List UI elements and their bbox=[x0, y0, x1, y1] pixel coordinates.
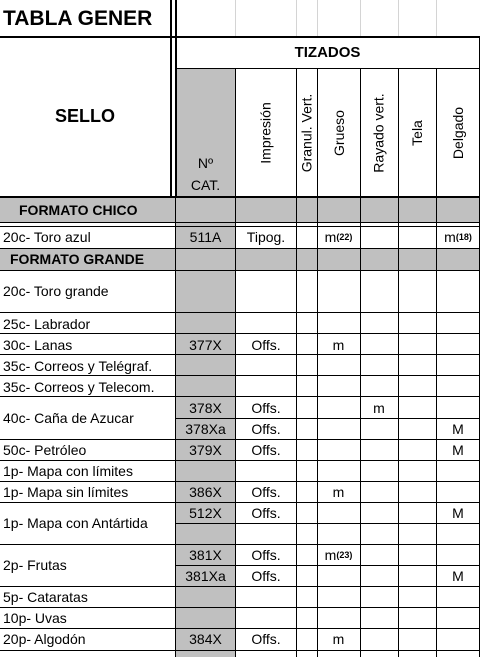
table-row-sello: 1p- Mapa con límites bbox=[3, 462, 133, 479]
table-cell-cat: 512X bbox=[189, 505, 222, 521]
table-cell-impresion: Tipog. bbox=[246, 229, 286, 245]
table-cell-cat: 381Xa bbox=[185, 567, 226, 584]
table-cell-cat: 511A bbox=[189, 229, 222, 245]
cat-header-line2: CAT. bbox=[190, 177, 221, 193]
table-row-sello: 20p- Algodón bbox=[3, 631, 86, 647]
cat-header-line1: Nº bbox=[197, 155, 214, 171]
col-header-delgado: Delgado bbox=[450, 106, 466, 160]
table-row-sello: 1p- Mapa con Antártida bbox=[3, 515, 148, 531]
table-row-sello: 40c- Caña de Azucar bbox=[3, 410, 134, 426]
cat-header bbox=[176, 69, 235, 197]
section-formato-chico: FORMATO CHICO bbox=[0, 198, 175, 222]
table-cell-cat: 384X bbox=[189, 631, 222, 647]
table-row-sello: 20c- Toro grande bbox=[3, 283, 109, 299]
table-cell-rayado: m bbox=[373, 400, 385, 416]
col-header-granul-vert: Granul. Vert. bbox=[298, 93, 315, 173]
table-cell-cat: 381X bbox=[189, 547, 222, 563]
table-row-sello: 50c- Petróleo bbox=[3, 441, 87, 458]
col-header-rayado-vert: Rayado vert. bbox=[371, 93, 387, 173]
table-row-sello: 25c- Labrador bbox=[3, 315, 91, 332]
header-blank-cat bbox=[175, 0, 235, 36]
table-cell-delgado: M bbox=[452, 567, 464, 584]
table-cell-cat: 378X bbox=[189, 400, 222, 416]
table-cell-impresion: Offs. bbox=[251, 547, 281, 563]
table-cell-cat: 378Xa bbox=[185, 420, 226, 437]
table-cell-grueso: m bbox=[332, 483, 345, 500]
table-cell-impresion: Offs. bbox=[251, 483, 281, 500]
table-cell-impresion: Offs. bbox=[251, 441, 281, 458]
tizados-header: TIZADOS bbox=[294, 43, 361, 61]
table-row-sello: 20c- Toro azul bbox=[3, 229, 91, 245]
table-row-sello: 30c- Lanas bbox=[3, 336, 73, 353]
col-header-tela: Tela bbox=[409, 120, 425, 146]
table-row-sello: 5p- Cataratas bbox=[3, 588, 88, 605]
table-cell-grueso: m (22) bbox=[324, 229, 353, 245]
sello-header: SELLO bbox=[54, 106, 115, 126]
table-cell-grueso: m (23) bbox=[324, 547, 353, 563]
table-cell-impresion: Offs. bbox=[251, 400, 281, 416]
table-cell-delgado: M bbox=[452, 505, 464, 521]
col-header-grueso: Grueso bbox=[330, 110, 347, 156]
table-row-sello: 2p- Frutas bbox=[3, 557, 67, 573]
section-chico-fill bbox=[176, 198, 480, 222]
table-cell-cat: 379X bbox=[189, 441, 222, 458]
table-row-sello: 35c- Correos y Telecom. bbox=[3, 378, 155, 395]
table-cell-impresion: Offs. bbox=[251, 505, 281, 521]
table-cell-impresion: Offs. bbox=[251, 567, 281, 584]
table-title: TABLA GENER bbox=[3, 6, 153, 30]
table-cell-grueso: m bbox=[332, 631, 345, 647]
table-cell-impresion: Offs. bbox=[251, 420, 281, 437]
table-cell-cat: 377X bbox=[189, 336, 222, 353]
table-row-sello: 1p- Mapa sin límites bbox=[3, 483, 129, 500]
table-cell-delgado: M bbox=[452, 441, 464, 458]
table-row-sello: 10p- Uvas bbox=[3, 609, 67, 626]
table-cell-cat: 386X bbox=[189, 483, 222, 500]
table-cell-delgado: M bbox=[452, 420, 464, 437]
col-header-impresion: Impresión bbox=[258, 102, 274, 164]
table-cell-impresion: Offs. bbox=[251, 336, 281, 353]
table-row-sello: 35c- Correos y Telégraf. bbox=[3, 357, 153, 374]
table-cell-grueso: m bbox=[332, 336, 345, 353]
table-cell-delgado: m (18) bbox=[444, 229, 472, 245]
table-cell-impresion: Offs. bbox=[251, 631, 281, 647]
section-formato-grande: FORMATO GRANDE bbox=[0, 248, 175, 270]
